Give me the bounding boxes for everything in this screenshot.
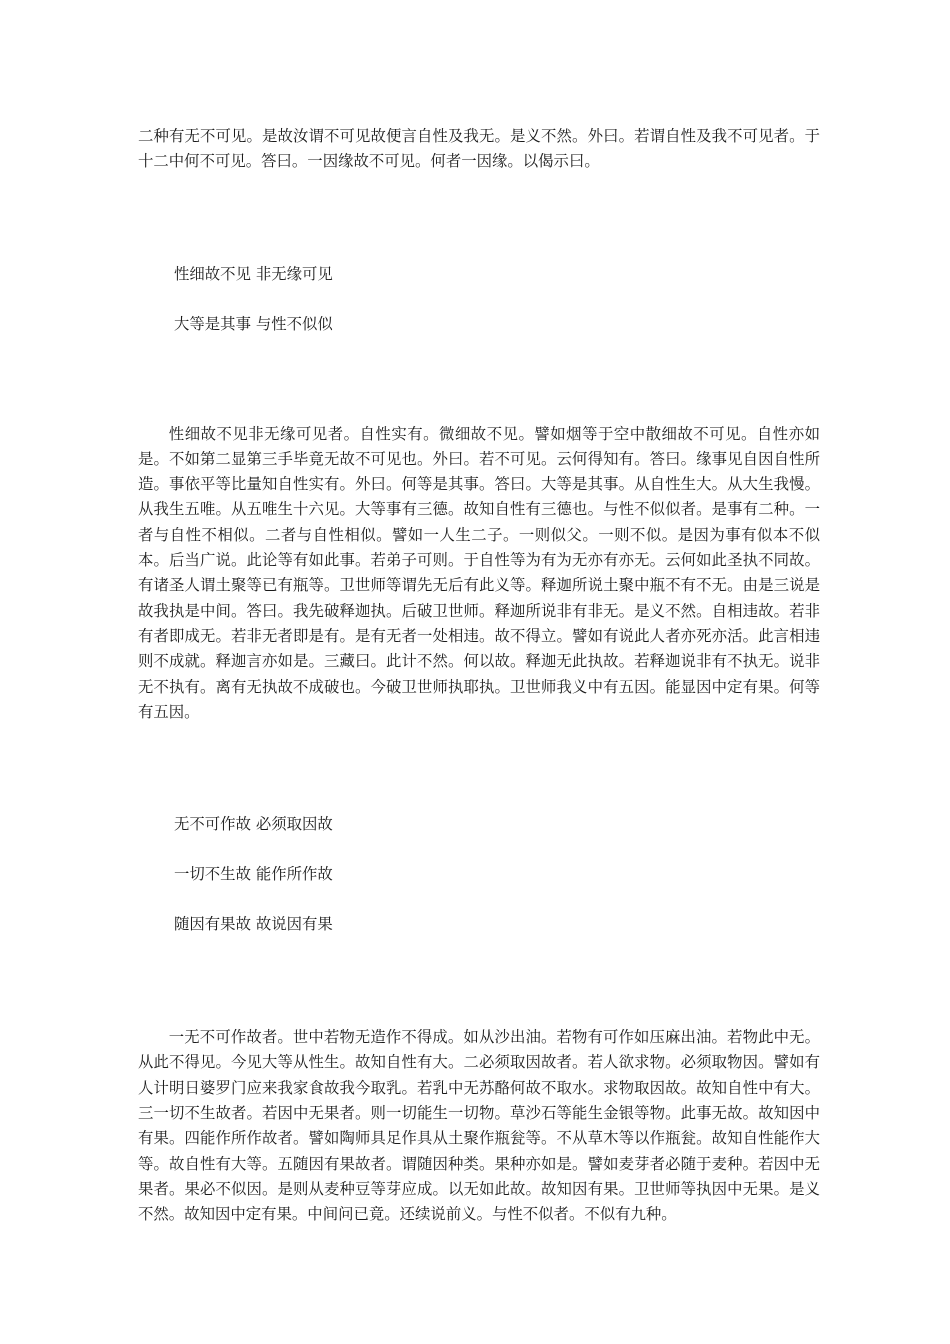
paragraph-1: 二种有无不可见。是故汝谓不可见故便言自性及我无。是义不然。外曰。若谓自性及我不可见者。于十二中何不可见。答曰。一因缘故不可见。何者一因缘。以偈示曰。 xyxy=(138,127,820,171)
verse-block-2 xyxy=(138,812,820,937)
verse-block-1 xyxy=(138,262,820,337)
verse-line: 随因有果故 故说因有果 xyxy=(174,915,333,934)
paragraph-2: 性细故不见非无缘可见者。自性实有。微细故不见。譬如烟等于空中散细故不可见。自性亦如是。不如第二显第三手毕竟无故不可见也。外曰。若不可见。云何得知有。答曰。缘事见自因自性所造。事依平等比量知自性实有。外曰。何等是其事。答曰。大等是其事。从自性生大。从大生我慢。从我生五唯。从五唯生十六见。大等事有三德。故知自性有三德也。与性不似似者。是事有二种。一者与自性不相似。二者与自性相似。譬如一人生二子。一则似父。一则不似。是因为事有似本不似本。后当广说。此论等有如此事。若弟子可则。于自性等为有为无亦有亦无。云何如此圣执不同故。有诸圣人谓土聚等已有瓶等。卫世师等谓先无后有此义等。释迦所说土聚中瓶不有不无。由是三说是故我执是中间。答曰。我先破释迦执。后破卫世师。释迦所说非有非无。是义不然。自相违故。若非有者即成无。若非无者即是有。是有无者一处相违。故不得立。譬如有说此人者亦死亦活。此言相违则不成就。释迦言亦如是。三藏曰。此计不然。何以故。释迦无此执故。若释迦说非有不执无。说非无不执有。离有无执故不成破也。今破卫世师执耶执。卫世师我义中有五因。能显因中定有果。何等有五因。 xyxy=(138,424,820,721)
verse-line: 性细故不见 非无缘可见 xyxy=(174,264,333,283)
verse-line: 无不可作故 必须取因故 xyxy=(174,815,333,834)
verse-line: 大等是其事 与性不似似 xyxy=(174,314,333,333)
verse-line: 一切不生故 能作所作故 xyxy=(174,865,333,884)
paragraph-3: 一无不可作故者。世中若物无造作不得成。如从沙出油。若物有可作如压麻出油。若物此中无。从此不得见。今见大等从性生。故知自性有大。二必须取因故者。若人欲求物。必须取物因。譬如有人计明日婆罗门应来我家食故我今取乳。若乳中无苏酪何故不取水。求物取因故。故知自性中有大。三一切不生故者。若因中无果者。则一切能生一切物。草沙石等能生金银等物。此事无故。故知因中有果。四能作所作故者。譬如陶师具足作具从土聚作瓶瓮等。不从草木等以作瓶瓮。故知自性能作大等。故自性有大等。五随因有果故者。谓随因种类。果种亦如是。譬如麦芽者必随于麦种。若因中无果者。果必不似因。是则从麦种豆等芽应成。以无如此故。故知因有果。卫世师等执因中无果。是义不然。故知因中定有果。中间问已竟。还续说前义。与性不似者。不似有九种。 xyxy=(138,1028,820,1224)
document-page xyxy=(138,124,820,1228)
